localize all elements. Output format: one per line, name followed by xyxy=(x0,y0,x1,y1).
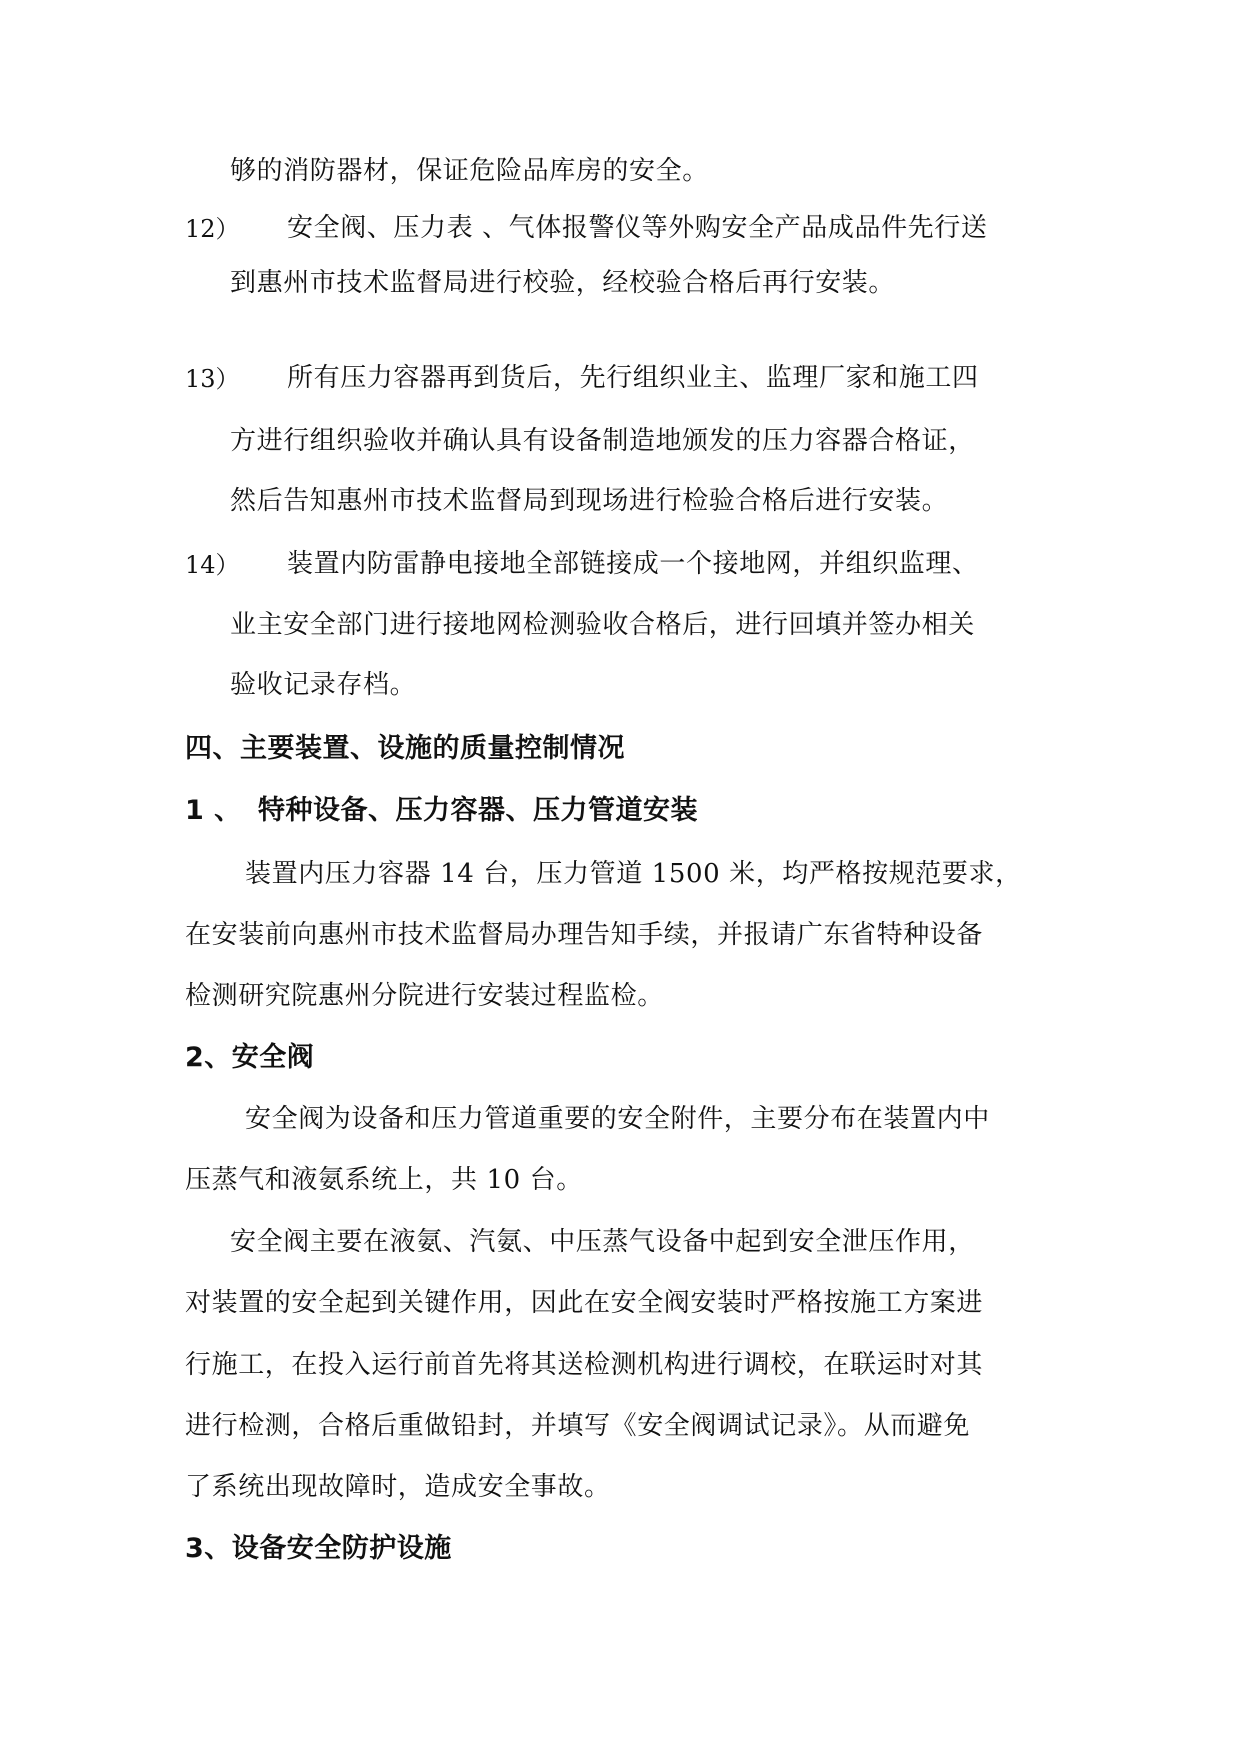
item-12-number: 12） xyxy=(185,215,240,243)
item-13-number: 13） xyxy=(185,365,240,393)
sub1-para-line-1: 装置内压力容器 14 台，压力管道 1500 米，均严格按规范要求， xyxy=(245,859,1022,889)
sub2-para2-line-4: 进行检测，合格后重做铅封，并填写《安全阀调试记录》。从而避免 xyxy=(185,1411,971,1441)
item-14-line-1: 装置内防雷静电接地全部链接成一个接地网，并组织监理、 xyxy=(287,549,979,579)
sub3-heading: 3、设备安全防护设施 xyxy=(185,1533,452,1564)
sub1-heading-number: 1 、 xyxy=(185,795,242,826)
sub1-para-line-3: 检测研究院惠州分院进行安装过程监检。 xyxy=(185,981,664,1011)
item-14-line-2: 业主安全部门进行接地网检测验收合格后，进行回填并签办相关 xyxy=(230,610,975,640)
item-12-line-2: 到惠州市技术监督局进行校验，经校验合格后再行安装。 xyxy=(230,268,896,298)
sub2-para2-line-1: 安全阀主要在液氨、汽氨、中压蒸气设备中起到安全泄压作用， xyxy=(230,1227,975,1257)
sub2-para1-line-2: 压蒸气和液氨系统上，共 10 台。 xyxy=(185,1165,583,1195)
item-13-line-3: 然后告知惠州市技术监督局到现场进行检验合格后进行安装。 xyxy=(230,486,949,516)
item-14-number: 14） xyxy=(185,551,240,579)
sub1-para-line-2: 在安装前向惠州市技术监督局办理告知手续，并报请广东省特种设备 xyxy=(185,920,984,950)
item-14-line-3: 验收记录存档。 xyxy=(230,670,417,700)
sub2-para1-line-1: 安全阀为设备和压力管道重要的安全附件，主要分布在装置内中 xyxy=(245,1104,990,1134)
sub2-para2-line-2: 对装置的安全起到关键作用，因此在安全阀安装时严格按施工方案进 xyxy=(185,1288,984,1318)
sub2-heading: 2、安全阀 xyxy=(185,1042,315,1073)
sub2-para2-line-5: 了系统出现故障时，造成安全事故。 xyxy=(185,1472,611,1502)
item-11-continuation: 够的消防器材，保证危险品库房的安全。 xyxy=(230,156,709,186)
item-13-line-2: 方进行组织验收并确认具有设备制造地颁发的压力容器合格证， xyxy=(230,426,975,456)
sub1-heading: 特种设备、压力容器、压力管道安装 xyxy=(258,795,698,826)
item-12-line-1: 安全阀、压力表 、气体报警仪等外购安全产品成品件先行送 xyxy=(287,213,988,243)
sub2-para2-line-3: 行施工，在投入运行前首先将其送检测机构进行调校，在联运时对其 xyxy=(185,1350,984,1380)
section-heading: 四、主要装置、设施的质量控制情况 xyxy=(185,733,625,764)
item-13-line-1: 所有压力容器再到货后，先行组织业主、监理厂家和施工四 xyxy=(287,363,979,393)
